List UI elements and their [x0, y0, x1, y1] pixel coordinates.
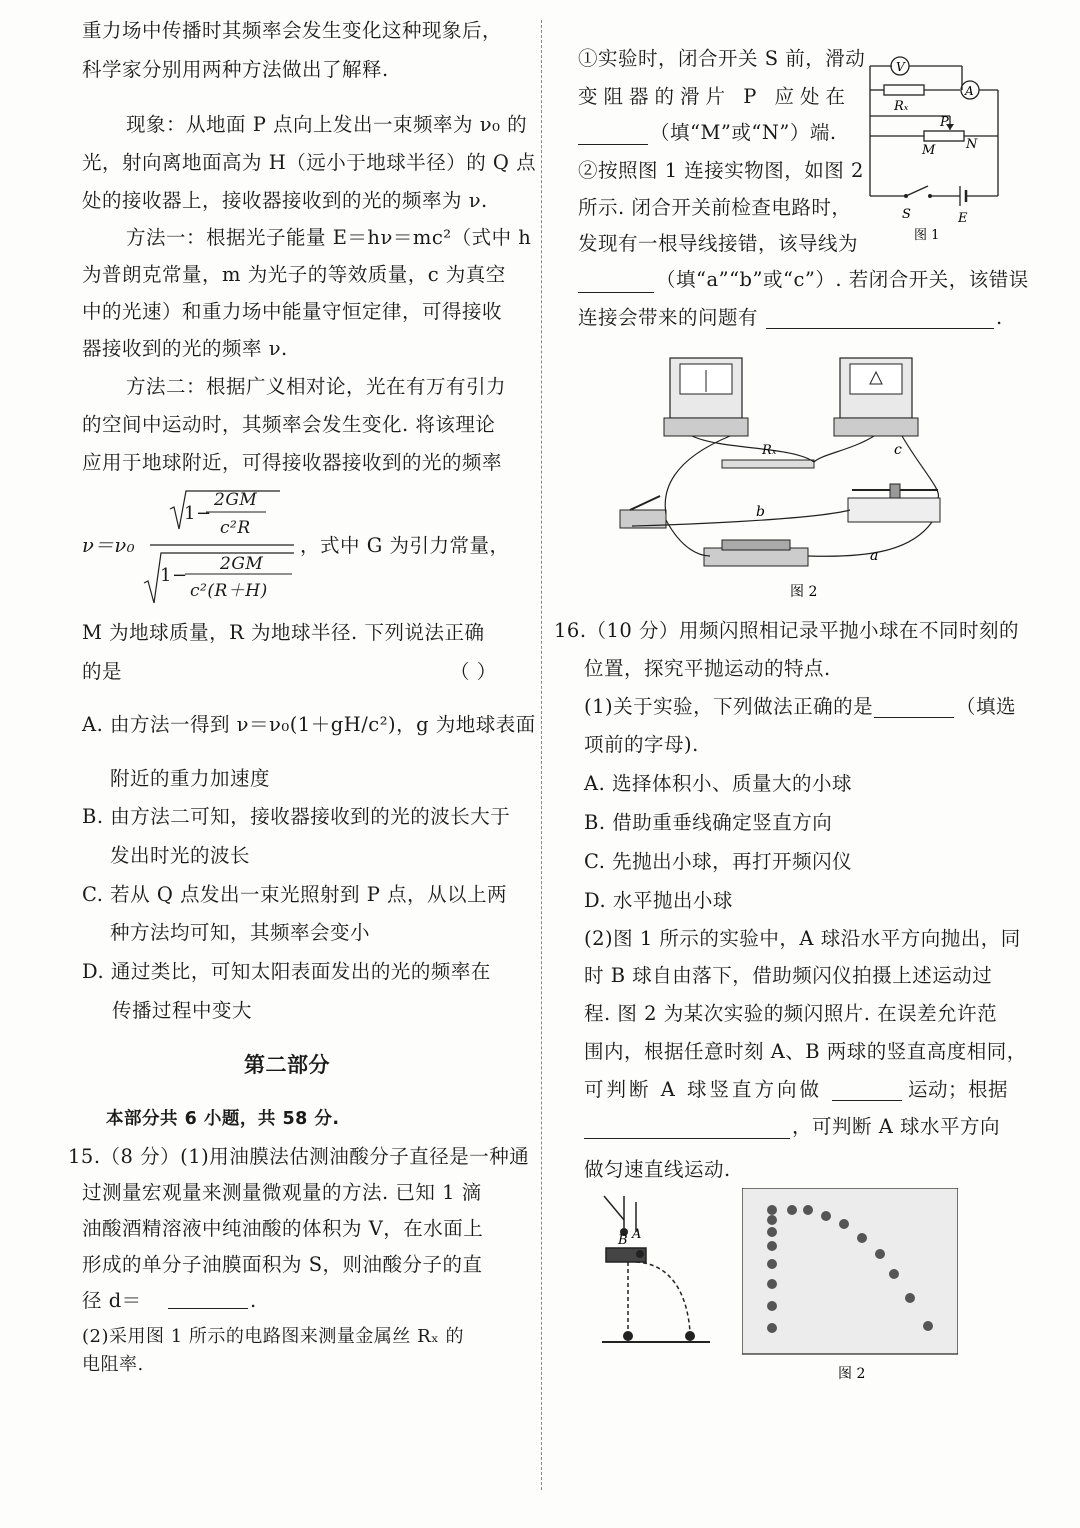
q15-cont-line: （填“M”或“N”）端.	[650, 121, 837, 144]
formula-num-top: 2GM	[214, 490, 258, 510]
q16-option-a: A. 选择体积小、质量大的小球	[584, 772, 852, 795]
answer-blank-abc[interactable]	[578, 274, 654, 293]
q16-option-d: D. 水平抛出小球	[584, 889, 733, 912]
answer-blank-problem[interactable]	[766, 310, 994, 329]
strobe-photo-fig2	[742, 1188, 958, 1388]
period: .	[996, 306, 1003, 329]
q16-line: ，可判断 A 球水平方向	[792, 1115, 1000, 1138]
fig2-a-label: a	[870, 548, 879, 564]
q16-line: 程. 图 2 为某次实验的频闪照片. 在误差允许范	[584, 1002, 998, 1025]
answer-paren: （ ）	[450, 660, 497, 683]
text-line: 处的接收器上，接收器接收到的光的频率为 ν.	[82, 189, 488, 212]
q15-cont-line: ①实验时，闭合开关 S 前，滑动	[578, 47, 866, 70]
fig2-c-label: c	[894, 442, 902, 458]
fig1-p-label: P	[940, 115, 949, 130]
formula-one-minus: 1−	[160, 565, 188, 586]
q15-cont-line: 连接会带来的问题有	[578, 306, 759, 329]
q15-line: 形成的单分子油膜面积为 S，则油酸分子的直	[82, 1253, 483, 1276]
q16-option-b: B. 借助重垂线确定竖直方向	[584, 811, 833, 834]
projectile-apparatus-fig1	[596, 1192, 716, 1348]
formula-den-top: 2GM	[220, 554, 264, 574]
q15-cont-line: 发现有一根导线接错，该导线为	[578, 232, 859, 255]
option-d-cont: 传播过程中变大	[112, 999, 253, 1022]
formula-lhs: ν＝ν₀	[82, 534, 136, 557]
fig1-n-label: N	[966, 137, 978, 152]
fig1-caption: 图 1	[914, 228, 940, 242]
q16-option-c: C. 先抛出小球，再打开频闪仪	[584, 850, 853, 873]
fig1-ammeter-label: A	[965, 84, 974, 98]
option-b: B. 由方法二可知，接收器接收到的光的波长大于	[82, 805, 511, 828]
text-line: 现象：从地面 P 点向上发出一束频率为 ν₀ 的	[126, 113, 528, 136]
ba-label-a: A	[632, 1227, 642, 1242]
option-c-cont: 种方法均可知，其频率会变小	[110, 921, 371, 944]
q16-line: 运动；根据	[908, 1078, 1009, 1101]
fig1-e-label: E	[958, 211, 968, 226]
fig2-caption: 图 2	[790, 584, 818, 600]
q16-line: 位置，探究平抛运动的特点.	[584, 657, 831, 680]
fig1-m-label: M	[922, 143, 936, 158]
option-d: D. 通过类比，可知太阳表面发出的光的频率在	[82, 960, 491, 983]
section-note: 本部分共 6 小题，共 58 分.	[106, 1109, 340, 1129]
q16-line: 项前的字母).	[584, 733, 699, 756]
text-line: 科学家分别用两种方法做出了解释.	[82, 58, 389, 81]
text-line: 方法二：根据广义相对论，光在有万有引力	[126, 375, 507, 398]
formula-tail: ，式中 G 为引力常量，	[300, 534, 510, 557]
q15-cont-line: 变阻器的滑片 P 应处在	[578, 85, 852, 108]
ammeter-device	[834, 358, 918, 436]
fig1-s-label: S	[902, 207, 911, 222]
q15-line: 电阻率.	[82, 1354, 144, 1375]
strobe-fig-caption: 图 2	[838, 1366, 866, 1382]
text-line: 器接收到的光的频率 ν.	[82, 337, 288, 360]
text-line: 重力场中传播时其频率会发生变化这种现象后，	[82, 19, 503, 42]
period: .	[250, 1289, 257, 1312]
formula-den-bot: c²(R＋H)	[190, 581, 268, 601]
q16-line: (1)关于实验，下列做法正确的是	[584, 695, 874, 718]
q16-line: 围内，根据任意时刻 A、B 两球的竖直高度相同，	[584, 1040, 1027, 1063]
text-line: 的是	[82, 660, 123, 683]
fig1-rx-label: Rₓ	[894, 99, 909, 114]
circuit-diagram-fig1	[866, 46, 1006, 242]
q15-cont-line: （填“a”“b”或“c”）. 若闭合开关，该错误	[656, 268, 1029, 291]
q15-line: (2)采用图 1 所示的电路图来测量金属丝 Rₓ 的	[82, 1326, 465, 1347]
q16-fill-tail: （填选	[956, 695, 1017, 718]
option-b-cont: 发出时光的波长	[110, 844, 251, 867]
formula-num-bot: c²R	[220, 518, 251, 538]
text-line: 方法一：根据光子能量 E＝hν＝mc²（式中 h	[126, 226, 532, 249]
section-title: 第二部分	[244, 1053, 330, 1077]
q15-line: 15.（8 分）(1)用油膜法估测油酸分子直径是一种通	[68, 1145, 530, 1168]
text-line: 光，射向离地面高为 H（远小于地球半径）的 Q 点	[82, 151, 537, 174]
answer-blank-horizontal[interactable]	[584, 1120, 790, 1139]
q16-line: 时 B 球自由落下，借助频闪仪拍摄上述运动过	[584, 964, 993, 987]
q15-cont-line: 所示. 闭合开关前检查电路时，	[578, 196, 852, 219]
text-line: 的空间中运动时，其频率会发生变化. 将该理论	[82, 413, 496, 436]
answer-blank-q16-1[interactable]	[874, 699, 954, 718]
column-divider	[541, 20, 542, 1490]
formula-one-minus: 1−	[184, 503, 212, 524]
option-a-cont: 附近的重力加速度	[110, 767, 271, 790]
text-line: 中的光速）和重力场中能量守恒定律，可得接收	[82, 300, 503, 323]
answer-blank-vertical[interactable]	[832, 1082, 902, 1101]
fig2-b-label: b	[756, 504, 765, 520]
q15-line: 径 d＝	[82, 1289, 142, 1312]
apparatus-photo-fig2	[612, 350, 992, 610]
frequency-formula	[82, 485, 532, 610]
text-line: M 为地球质量，R 为地球半径. 下列说法正确	[82, 621, 485, 644]
q16-line: 做匀速直线运动.	[584, 1158, 731, 1181]
option-c: C. 若从 Q 点发出一束光照射到 P 点，从以上两	[82, 883, 508, 906]
voltmeter-device	[664, 358, 748, 436]
ba-label-b: B	[618, 1233, 628, 1248]
text-line: 应用于地球附近，可得接收器接收到的光的频率	[82, 451, 503, 474]
q15-line: 过测量宏观量来测量微观量的方法. 已知 1 滴	[82, 1181, 482, 1204]
option-a: A. 由方法一得到 ν＝ν₀(1＋gH/c²)，g 为地球表面	[82, 713, 536, 736]
q15-cont-line: ②按照图 1 连接实物图，如图 2	[578, 159, 864, 182]
answer-blank-d[interactable]	[168, 1290, 248, 1309]
q15-line: 油酸酒精溶液中纯油酸的体积为 V，在水面上	[82, 1217, 484, 1240]
q16-line: (2)图 1 所示的实验中，A 球沿水平方向抛出，同	[584, 927, 1021, 950]
answer-blank-mn[interactable]	[578, 126, 648, 145]
fig1-voltmeter-label: V	[896, 60, 905, 74]
text-line: 为普朗克常量，m 为光子的等效质量，c 为真空	[82, 263, 506, 286]
fig2-rx-label: Rₓ	[762, 443, 777, 458]
q16-line: 16.（10 分）用频闪照相记录平抛小球在不同时刻的	[554, 619, 1020, 642]
q16-line: 可判断 A 球竖直方向做	[584, 1078, 822, 1101]
